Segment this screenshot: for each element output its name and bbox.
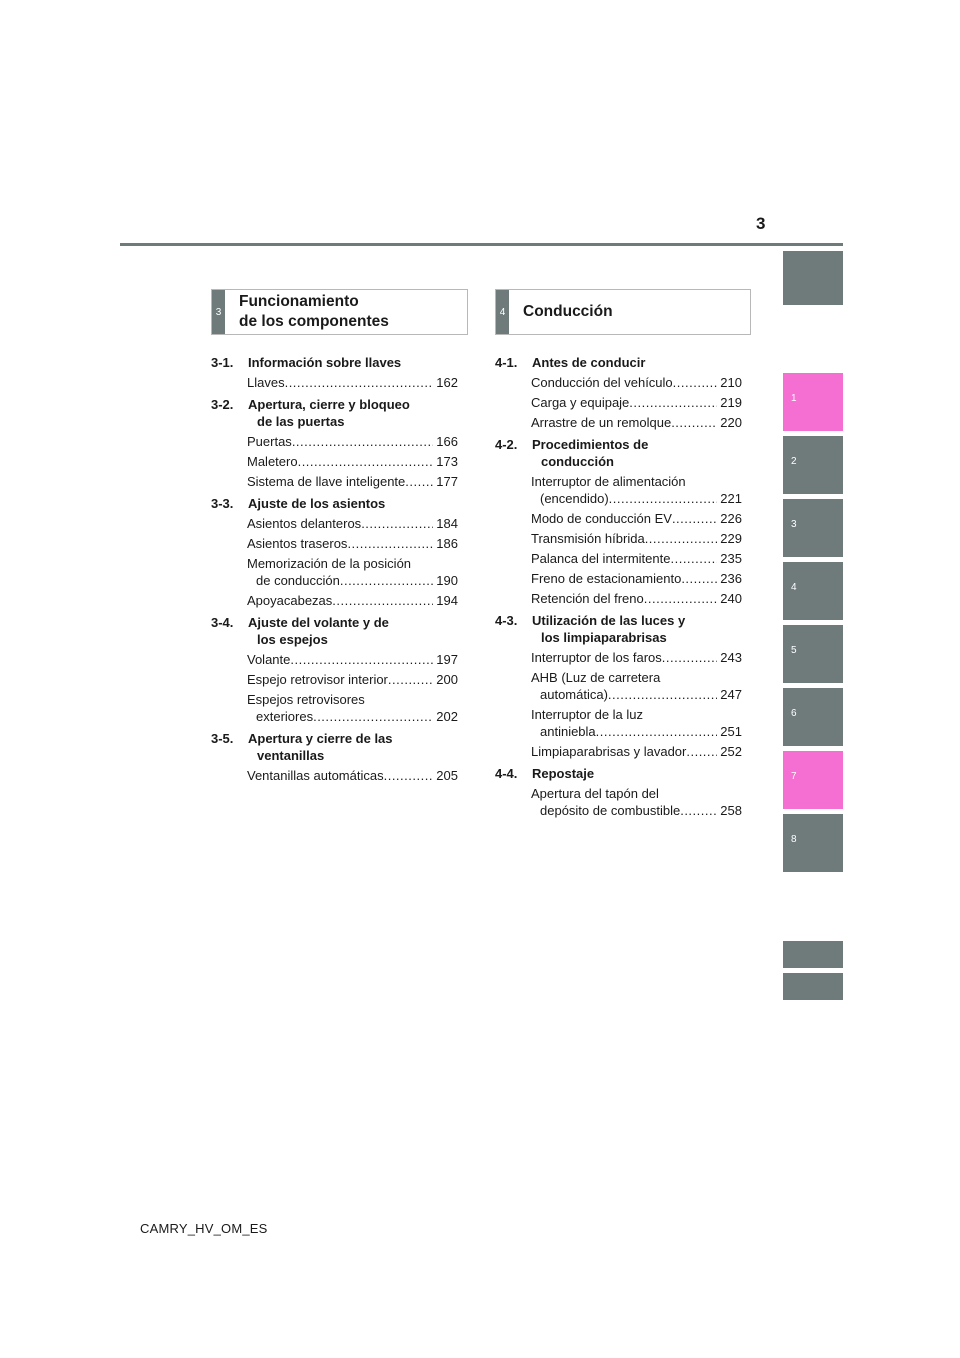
toc-group-heading[interactable] [211, 394, 458, 430]
side-tab-5[interactable] [783, 625, 843, 683]
toc-group [495, 610, 742, 760]
toc-group [211, 352, 458, 391]
toc-entry[interactable] [531, 669, 742, 703]
toc-entry[interactable] [531, 550, 742, 567]
toc-entry[interactable] [247, 433, 458, 450]
toc-entry-title: AHB (Luz de carretera [531, 670, 661, 685]
toc-entry-page: 210 [720, 375, 742, 390]
toc-entry[interactable] [247, 592, 458, 609]
toc-group-number: 3-1. [211, 355, 234, 370]
side-tab-label: 7 [791, 771, 797, 782]
toc-entry-title-cont: (encendido) ..... [540, 490, 717, 507]
toc-group-title-cont: de las puertas [257, 414, 345, 429]
toc-entry-title: Palanca del intermitente ..... [531, 550, 717, 567]
section-header-4 [495, 289, 751, 335]
toc-entry-page: 166 [436, 434, 458, 449]
toc-group-heading[interactable] [211, 612, 458, 648]
toc-entry[interactable] [531, 785, 742, 819]
side-tab-3[interactable] [783, 499, 843, 557]
toc-entry-page: 184 [436, 516, 458, 531]
toc-entry-page: 252 [720, 744, 742, 759]
toc-group-title: Ajuste de los asientos [248, 496, 386, 511]
toc-group-title-cont: los espejos [257, 632, 328, 647]
toc-entry-page: 221 [720, 491, 742, 506]
side-tab-1[interactable] [783, 373, 843, 431]
toc-entry-page: 197 [436, 652, 458, 667]
toc-entry-title: Freno de estacionamiento ..... [531, 570, 717, 587]
toc-group-heading[interactable] [495, 434, 742, 470]
section-title: Conducción [523, 303, 613, 320]
header-rule [120, 243, 843, 246]
toc-entry[interactable] [247, 453, 458, 470]
toc-entry-title: Asientos traseros ..... [247, 535, 433, 552]
toc-entry-title: Sistema de llave inteligente ..... [247, 473, 433, 490]
toc-group-number: 4-2. [495, 437, 518, 452]
toc-column-left [211, 352, 458, 787]
page-number: 3 [756, 214, 766, 233]
side-tab-2[interactable] [783, 436, 843, 494]
toc-entry-title: Volante ..... [247, 651, 433, 668]
toc-entry-title: Modo de conducción EV ..... [531, 510, 717, 527]
toc-entry-page: 202 [436, 709, 458, 724]
toc-entry-title: Arrastre de un remolque ..... [531, 414, 717, 431]
toc-entry-title: Retención del freno ..... [531, 590, 717, 607]
toc-entry[interactable] [531, 530, 742, 547]
toc-group-title-cont: ventanillas [257, 748, 325, 763]
toc-entry-page: 190 [436, 573, 458, 588]
toc-entry-page: 236 [720, 571, 742, 586]
toc-entry-page: 205 [436, 768, 458, 783]
toc-group-number: 4-3. [495, 613, 518, 628]
toc-entry[interactable] [247, 473, 458, 490]
toc-group-number: 3-5. [211, 731, 234, 746]
toc-entry-title: Asientos delanteros ..... [247, 515, 433, 532]
toc-entry[interactable] [531, 743, 742, 760]
toc-group-title: Información sobre llaves [248, 355, 402, 370]
section-number: 4 [496, 290, 509, 334]
side-tab-6[interactable] [783, 688, 843, 746]
toc-entry-page: 226 [720, 511, 742, 526]
toc-group-number: 4-1. [495, 355, 518, 370]
toc-entry-title-cont: de conducción ..... [256, 572, 433, 589]
side-tab-label: 5 [791, 645, 797, 656]
toc-entry-page: 186 [436, 536, 458, 551]
toc-group-number: 3-2. [211, 397, 234, 412]
footer-doc-id: CAMRY_HV_OM_ES [140, 1221, 268, 1236]
side-tab-label: 8 [791, 834, 797, 845]
toc-entry-title: Espejos retrovisores [247, 692, 365, 707]
toc-entry-title: Maletero ..... [247, 453, 433, 470]
toc-entry[interactable] [531, 510, 742, 527]
toc-column-right [495, 352, 742, 822]
toc-entry[interactable] [531, 649, 742, 666]
toc-entry[interactable] [531, 374, 742, 391]
toc-entry[interactable] [531, 570, 742, 587]
side-tab-label: 4 [791, 582, 797, 593]
section-number: 3 [212, 290, 225, 334]
section-header-3 [211, 289, 468, 335]
toc-entry[interactable] [531, 414, 742, 431]
toc-entry[interactable] [247, 767, 458, 784]
toc-entry-title: Transmisión híbrida ..... [531, 530, 717, 547]
toc-group-title-cont: los limpiaparabrisas [541, 630, 667, 645]
toc-group-title: Repostaje [532, 766, 595, 781]
toc-group [211, 728, 458, 784]
toc-entry-page: 194 [436, 593, 458, 608]
toc-entry[interactable] [531, 706, 742, 740]
toc-entry-page: 235 [720, 551, 742, 566]
toc-entry-page: 219 [720, 395, 742, 410]
toc-entry-page: 173 [436, 454, 458, 469]
toc-entry[interactable] [531, 473, 742, 507]
toc-group-heading[interactable] [495, 610, 742, 646]
side-tab-label: 2 [791, 456, 797, 467]
toc-group-heading[interactable] [211, 493, 458, 512]
toc-entry-page: 229 [720, 531, 742, 546]
toc-group-heading[interactable] [495, 763, 742, 782]
toc-entry-title: Puertas ..... [247, 433, 433, 450]
toc-group-title: Apertura y cierre de las [248, 731, 393, 746]
toc-entry-page: 240 [720, 591, 742, 606]
toc-entry-title: Apertura del tapón del [531, 786, 659, 801]
toc-entry[interactable] [247, 691, 458, 725]
toc-entry-page: 177 [436, 474, 458, 489]
toc-group-title: Antes de conducir [532, 355, 646, 370]
toc-entry-title-cont: exteriores ..... [256, 708, 433, 725]
toc-entry-title: Ventanillas automáticas ..... [247, 767, 433, 784]
side-tab-blank-bottom-2[interactable] [783, 973, 843, 1000]
toc-group [211, 493, 458, 609]
toc-entry-title: Espejo retrovisor interior ..... [247, 671, 433, 688]
toc-entry-title: Apoyacabezas ..... [247, 592, 433, 609]
toc-group-heading[interactable] [211, 352, 458, 371]
toc-entry-title: Memorización de la posición [247, 556, 412, 571]
toc-group-number: 3-4. [211, 615, 234, 630]
side-tab-blank-top[interactable] [783, 251, 843, 305]
toc-entry-page: 258 [720, 803, 742, 818]
toc-entry[interactable] [247, 651, 458, 668]
toc-group-title: Procedimientos de [532, 437, 649, 452]
toc-entry[interactable] [531, 590, 742, 607]
toc-entry-title: Llaves ..... [247, 374, 433, 391]
toc-group [495, 434, 742, 607]
side-tab-8[interactable] [783, 814, 843, 872]
toc-entry[interactable] [247, 671, 458, 688]
side-tab-label: 3 [791, 519, 797, 530]
toc-entry-page: 243 [720, 650, 742, 665]
side-tab-7[interactable] [783, 751, 843, 809]
toc-group-heading[interactable] [211, 728, 458, 764]
toc-group [495, 763, 742, 819]
side-tab-label: 6 [791, 708, 797, 719]
toc-entry-title: Limpiaparabrisas y lavador ..... [531, 743, 717, 760]
toc-group [211, 612, 458, 725]
toc-entry[interactable] [247, 374, 458, 391]
toc-entry-title: Carga y equipaje ..... [531, 394, 717, 411]
toc-group-title: Utilización de las luces y [532, 613, 686, 628]
toc-entry-title: Interruptor de alimentación [531, 474, 686, 489]
toc-group-title: Apertura, cierre y bloqueo [248, 397, 410, 412]
side-tab-4[interactable] [783, 562, 843, 620]
toc-group-title: Ajuste del volante y de [248, 615, 389, 630]
toc-entry-page: 247 [720, 687, 742, 702]
toc-group-heading[interactable] [495, 352, 742, 371]
toc-entry-title: Conducción del vehículo ..... [531, 374, 717, 391]
toc-entry[interactable] [247, 555, 458, 589]
toc-entry[interactable] [247, 535, 458, 552]
toc-entry-page: 220 [720, 415, 742, 430]
toc-group-title-cont: conducción [541, 454, 614, 469]
toc-group-number: 4-4. [495, 766, 518, 781]
toc-entry[interactable] [531, 394, 742, 411]
toc-group-number: 3-3. [211, 496, 234, 511]
toc-entry-title: Interruptor de los faros ..... [531, 649, 717, 666]
toc-entry-title-cont: automática) ..... [540, 686, 717, 703]
toc-entry[interactable] [247, 515, 458, 532]
toc-entry-page: 200 [436, 672, 458, 687]
side-tab-blank-bottom-1[interactable] [783, 941, 843, 968]
toc-group [211, 394, 458, 490]
toc-entry-page: 162 [436, 375, 458, 390]
section-title: Funcionamiento de los componentes [239, 293, 389, 330]
side-tab-label: 1 [791, 393, 797, 404]
toc-entry-page: 251 [720, 724, 742, 739]
toc-entry-title: Interruptor de la luz [531, 707, 644, 722]
toc-entry-title-cont: antiniebla ..... [540, 723, 717, 740]
toc-entry-title-cont: depósito de combustible ..... [540, 802, 717, 819]
toc-group [495, 352, 742, 431]
